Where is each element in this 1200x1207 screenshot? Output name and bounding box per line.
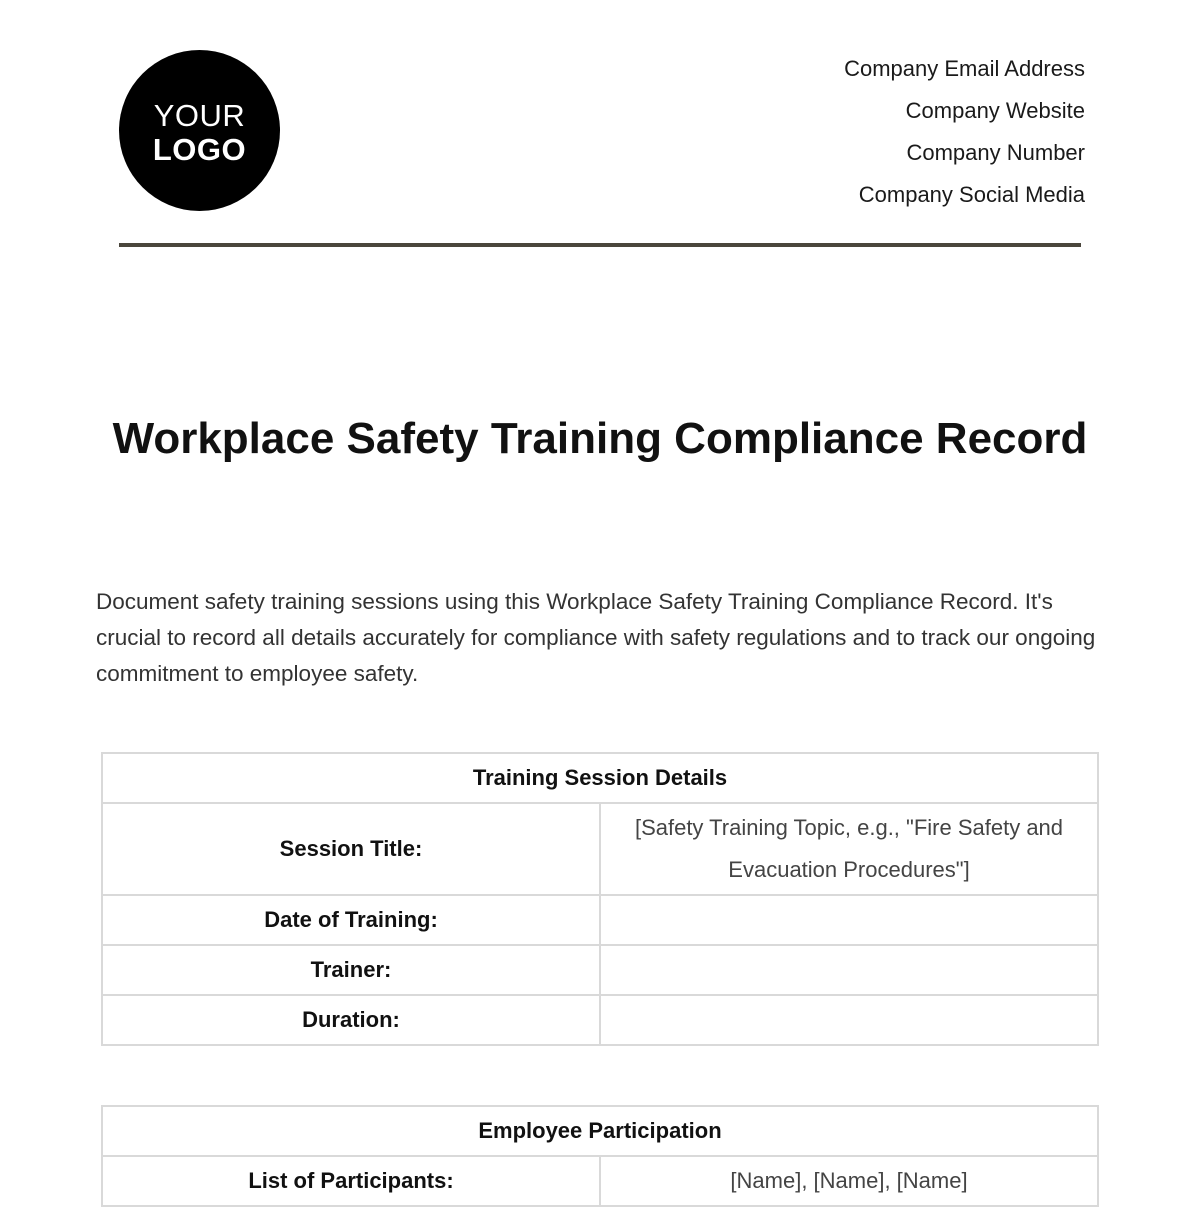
table-row [102,945,1098,995]
company-number: Company Number [906,140,1085,165]
company-social-media: Company Social Media [858,182,1085,207]
company-email: Company Email Address [844,56,1085,81]
training-session-heading: Training Session Details [102,753,1098,803]
header-divider [119,243,1081,247]
session-title-value[interactable]: [Safety Training Topic, e.g., "Fire Safety and Evacuation Procedures"] [600,803,1098,895]
company-logo [119,50,280,211]
date-of-training-value[interactable] [600,895,1098,945]
logo-text-your: YOUR [153,98,246,133]
company-contact-block [844,54,1085,222]
trainer-value[interactable] [600,945,1098,995]
table-row [102,895,1098,945]
logo-text-logo: LOGO [152,132,247,167]
duration-value[interactable] [600,995,1098,1045]
date-of-training-label: Date of Training: [102,895,600,945]
company-website: Company Website [905,98,1085,123]
duration-label: Duration: [102,995,600,1045]
employee-participation-heading: Employee Participation [102,1106,1098,1156]
trainer-label: Trainer: [102,945,600,995]
training-session-table [101,752,1099,1046]
participants-label: List of Participants: [102,1156,600,1206]
table-row [102,1156,1098,1206]
document-title: Workplace Safety Training Compliance Record [112,414,1088,463]
employee-participation-table [101,1105,1099,1207]
session-title-label: Session Title: [102,803,600,895]
participants-value[interactable]: [Name], [Name], [Name] [600,1156,1098,1206]
document-intro: Document safety training sessions using this Workplace Safety Training Compliance Record. It's crucial to record all details accurately for compliance with safety regulations and to track our ongoing commitment to employee safety. [96,589,1096,686]
table-row [102,803,1098,895]
table-row [102,995,1098,1045]
